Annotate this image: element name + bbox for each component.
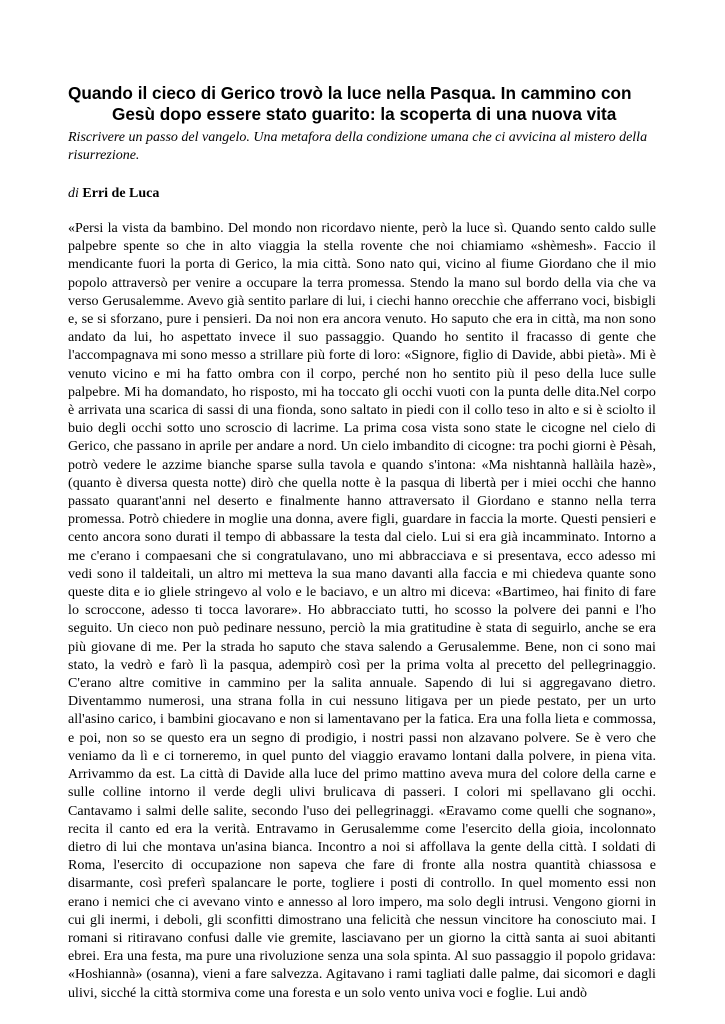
article-title: Quando il cieco di Gerico trovò la luce nella Pasqua. In cammino con Gesù dopo essere stato guarito: la scoperta di una nuova vita [68, 83, 632, 124]
byline [68, 185, 656, 203]
article-body: «Persi la vista da bambino. Del mondo non ricordavo niente, però la luce sì. Quando sento caldo sulle palpebre spente so che in alto viaggia la stella rovente che noi chiamiamo «shèmesh». Faccio il mendicante fuori la porta di Gerico, la mia città. Sono nato qui, vicino al fiume Giordano che il mio popolo attraversò per venire a occupare la terra promessa. Stendo la mano sul bordo della via che va verso Gerusalemme. Avevo già sentito parlare di lui, i ciechi hanno orecchie che afferrano voci, bisbigli e, se si sforzano, pure i pensieri. Da noi non era ancora venuto. Ho saputo che era in città, ma non sono andato da lui, ho aspettato invece il suo passaggio. Quando ho sentito il fracasso di gente che l'accompagnava mi sono messo a strillare più forte di loro: «Signore, figlio di Davide, abbi pietà». Mi è venuto vicino e mi ha fatto ombra con il corpo, perché non ho sentito più il peso della luce sulle palpebre. Mi ha domandato, ho risposto, mi ha toccato gli occhi vuoti con la punta delle dita.Nel corpo è arrivata una scarica di sassi di una fionda, sono saltato in piedi con il collo teso in alto e si è sciolto il buio degli occhi sotto uno scroscio di lacrime. La prima cosa vista sono state le cicogne nel cielo di Gerico, che passano in aprile per andare a nord. Un cielo imbandito di cicogne: tra pochi giorni è Pèsah, potrò vedere le azzime bianche sparse sulla tavola e quando s'intona: «Ma nishtannà hallàila hazè», (quanto è diversa questa notte) dirò che quella notte è la pasqua di libertà per i miei occhi che hanno passato quarant'anni nel deserto e finalmente hanno attraversato il Giordano e stanno nella terra promessa. Potrò chiedere in moglie una donna, avere figli, guardare in faccia la morte. Questi pensieri e cento ancora sono durati il tempo di abbassare la testa dal cielo. Lui si era già incamminato. Intorno a me c'erano i compaesani che si congratulavano, uno mi abbracciava e si presentava, ecco adesso mi vedi sono il taldeitali, un altro mi metteva la sua mano davanti alla faccia e mi chiedeva quante sono queste dita e io gliele stringevo al volo e le baciavo, e un altro mi diceva: «Bartimeo, hai finito di fare lo scroccone, adesso ti tocca lavorare». Ho abbracciato tutti, ho scosso la polvere dei panni e l'ho seguito. Un cieco non può pedinare nessuno, perciò la mia gratitudine è stata di seguirlo, anche se era più giovane di me. Per la strada ho saputo che stava salendo a Gerusalemme. Bene, non ci sono mai stato, la vedrò e farò lì la pasqua, adempirò così per la prima volta al precetto del pellegrinaggio. C'erano altre comitive in cammino per la salita annuale. Sapendo di lui si aggregavano dietro. Diventammo numerosi, una strana folla in cui nessuno litigava per un piede pestato, per un urto all'asino carico, i bambini giocavano e non si lamentavano per la fatica. Era una folla lieta e commossa, e poi, non so se questo era un segno di prodigio, i nostri passi non alzavano polvere. Se è vero che veniamo da lì e ci torneremo, in quel punto del viaggio eravamo lontani dalla polvere, in piena vita. Arrivammo da est. La città di Davide alla luce del primo mattino aveva mura del colore della carne e sulle colline intorno il verde degli ulivi brulicava di passeri. I colori mi spellavano gli occhi. Cantavamo i salmi delle salite, secondo l'uso dei pellegrinaggi. «Eravamo come quelli che sognano», recita il canto ed era la verità. Entravamo in Gerusalemme come l'esercito della gioia, incolonnato dietro di lui che montava un'asina bianca. Incontro a noi si affollava la gente della città. I soldati di Roma, l'esercito di occupazione non sapeva che fare di fronte alla nostra quantità chiassosa e disarmante, così preferì spalancare le porte, togliere i posti di controllo. In quel momento essi non erano i nemici che ci avevano vinto e annesso al loro impero, ma solo degli intrusi. Vengono giorni in cui gli inermi, i deboli, gli sconfitti dimostrano una felicità che nessun vincitore ha conosciuto mai. I romani si ritiravano confusi dalle vie gremite, lasciavano per un giorno la città santa ai suoi abitanti ebrei. Era una festa, ma pure una rivoluzione senza una sola spinta. Al suo passaggio il popolo gridava: «Hoshiannà» (osanna), vieni a fare salvezza. Agitavano i rami tagliati dalle palme, dai sicomori e dagli ulivi, sicché la città stormiva come una foresta e un solo vento univa voci e foglie. Lui andò [68, 221, 656, 1001]
author-name: Erri de Luca [82, 186, 160, 201]
article-subtitle: Riscrivere un passo del vangelo. Una metafora della condizione umana che ci avvicina al mistero della risurrezione. [68, 130, 648, 163]
article [68, 83, 656, 1003]
byline-prefix: di [68, 186, 79, 201]
